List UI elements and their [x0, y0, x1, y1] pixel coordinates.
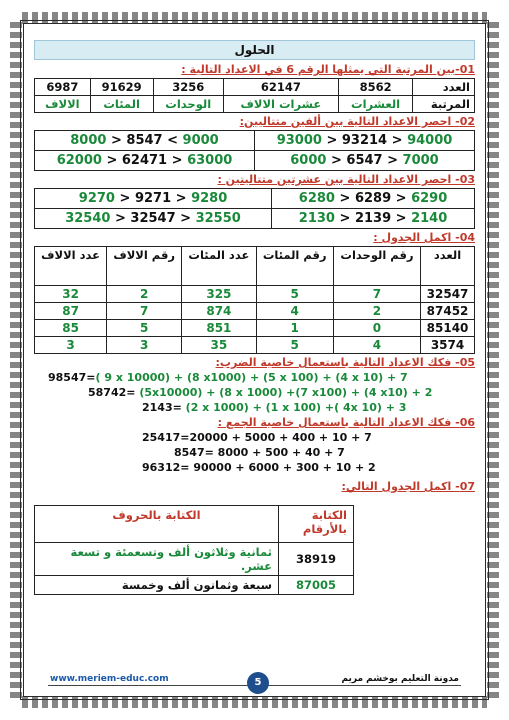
q4-cell: 87	[35, 303, 107, 320]
q1-number: 8562	[338, 79, 412, 96]
q1-number-row	[35, 79, 475, 96]
q4-number: 87452	[421, 303, 475, 320]
equation-lhs: 96312=	[142, 461, 190, 474]
q5-heading: 05- فكك الاعداد التالية باستعمال خاصية الضرب:	[215, 356, 475, 369]
q4-cell: 325	[182, 286, 256, 303]
answer: 8000	[70, 133, 107, 148]
page-number: 5	[247, 672, 269, 694]
q4-header: رقم المئات	[256, 247, 333, 286]
table-row	[35, 286, 475, 303]
q4-cell: 7	[333, 286, 420, 303]
inequality: < 62471 <	[101, 153, 188, 168]
equation-lhs: 58742=	[88, 386, 136, 399]
q4-cell: 2	[107, 286, 182, 303]
q2-heading: 02- احصر الاعداد التالية بين ألفين متتاليين:	[239, 115, 475, 128]
inequality: < 6289 <	[334, 191, 412, 206]
worksheet	[34, 40, 475, 595]
inequality: < 9271 <	[114, 191, 192, 206]
inequality: < 2139 <	[334, 211, 412, 226]
inequality: < 6547 <	[326, 153, 403, 168]
equation-rhs: ( 9 x 10000) + (8 x1000) + (5 x 100) + (4 x 10) + 7	[95, 371, 408, 384]
equation-lhs: 8547=	[174, 446, 214, 459]
equation-rhs: 90000 + 6000 + 300 + 10 + 2	[189, 461, 376, 474]
q1-label-number: العدد	[413, 79, 475, 96]
page-title: الحلول	[34, 40, 475, 60]
q4-cell: 1	[256, 320, 333, 337]
q4-number: 3574	[421, 337, 475, 354]
answer: 32550	[195, 211, 241, 226]
equation-rhs: 8000 + 500 + 40 + 7	[213, 446, 345, 459]
q7-header-row	[35, 506, 354, 543]
q4-cell: 851	[182, 320, 256, 337]
q7-letters: ثمانية وثلاثون ألف وتسعمئة و تسعة عشر.	[35, 543, 279, 576]
q3-table	[34, 188, 475, 229]
q1-heading: 01-بين المرتبة التي يمثلها الرقم 6 في الاعداد التالية :	[181, 63, 475, 76]
q4-cell: 4	[256, 303, 333, 320]
q6-line	[34, 446, 475, 459]
footer-blog-name: مدونة التعليم بوخشم مريم	[341, 674, 459, 684]
q4-cell: 7	[107, 303, 182, 320]
q4-number: 32547	[421, 286, 475, 303]
q7-header-digits: الكتابة بالأرقام	[279, 506, 354, 543]
q7-header-letters: الكتابة بالحروف	[35, 506, 279, 543]
q4-table	[34, 246, 475, 354]
equation-lhs: 98547=	[48, 371, 96, 384]
q2-cell	[255, 151, 475, 171]
q4-cell: 3	[35, 337, 107, 354]
q1-table	[34, 78, 475, 113]
q7-letters: سبعة وثمانون ألف وخمسة	[35, 576, 279, 595]
q2-cell	[35, 151, 255, 171]
inequality: > 8547 <	[106, 133, 183, 148]
q1-number: 3256	[153, 79, 223, 96]
answer: 9270	[78, 191, 115, 206]
q4-heading: 04- اكمل الجدول :	[373, 231, 475, 244]
q3-cell	[272, 209, 475, 229]
equation-lhs: 2143=	[142, 401, 182, 414]
q5-line	[34, 386, 475, 399]
q4-cell: 85	[35, 320, 107, 337]
answer: 6000	[290, 153, 327, 168]
q4-header: رقم الوحدات	[333, 247, 420, 286]
q4-cell: 874	[182, 303, 256, 320]
q4-header: رقم الالاف	[107, 247, 182, 286]
q6-heading: 06- فكك الاعداد التالية باستعمال خاصية الجمع :	[217, 416, 475, 429]
q1-number: 62147	[223, 79, 338, 96]
q1-rank: عشرات الالاف	[223, 96, 338, 113]
q3-row	[35, 189, 475, 209]
q4-cell: 0	[333, 320, 420, 337]
answer: 93000	[276, 133, 322, 148]
q2-table	[34, 130, 475, 171]
answer: 6280	[298, 191, 335, 206]
equation-rhs: (2 x 1000) + (1 x 100) +( 4x 10) + 3	[181, 401, 407, 414]
q6-line	[34, 431, 475, 444]
q4-cell: 5	[107, 320, 182, 337]
q7-heading: 07- اكمل الجدول التالي:	[341, 480, 475, 493]
table-row	[35, 337, 475, 354]
answer: 94000	[407, 133, 453, 148]
equation-rhs: (5x10000) + (8 x 1000) +(7 x100) + (4 x10) + 2	[135, 386, 433, 399]
q3-cell	[35, 189, 272, 209]
q2-row	[35, 151, 475, 171]
answer: 62000	[56, 153, 102, 168]
equation-rhs: 20000 + 5000 + 400 + 10 + 7	[189, 431, 372, 444]
answer: 2130	[298, 211, 335, 226]
q1-rank: الوحدات	[153, 96, 223, 113]
footer-url[interactable]: www.meriem-educ.com	[50, 674, 169, 684]
q6-line	[34, 461, 475, 474]
q5-line	[34, 371, 475, 384]
table-row	[35, 303, 475, 320]
q2-cell	[255, 131, 475, 151]
q1-number: 91629	[90, 79, 153, 96]
answer: 32540	[65, 211, 111, 226]
q3-cell	[35, 209, 272, 229]
inequality: < 93214 <	[321, 133, 408, 148]
answer: 9000	[182, 133, 219, 148]
q3-cell	[272, 189, 475, 209]
inequality: < 32547 <	[110, 211, 196, 226]
q4-cell: 35	[182, 337, 256, 354]
q2-row	[35, 131, 475, 151]
q4-number: 85140	[421, 320, 475, 337]
q5-line	[34, 401, 475, 414]
answer: 6290	[411, 191, 448, 206]
answer: 9280	[191, 191, 228, 206]
q7-table	[34, 505, 354, 595]
q4-cell: 5	[256, 286, 333, 303]
q4-cell: 4	[333, 337, 420, 354]
answer: 2140	[411, 211, 448, 226]
q4-header: العدد	[421, 247, 475, 286]
table-row	[35, 320, 475, 337]
answer: 63000	[187, 153, 233, 168]
answer: 7000	[402, 153, 439, 168]
q4-cell: 32	[35, 286, 107, 303]
table-row	[35, 543, 354, 576]
q7-digits: 38919	[279, 543, 354, 576]
q1-rank: المئات	[90, 96, 153, 113]
q1-rank: الالاف	[35, 96, 91, 113]
q4-cell: 5	[256, 337, 333, 354]
q4-header-row	[35, 247, 475, 286]
q1-rank: العشرات	[338, 96, 412, 113]
q4-header: عدد الالاف	[35, 247, 107, 286]
q3-heading: 03- احصر الاعداد التالية بين عشرتين متتاليتين :	[217, 173, 475, 186]
q3-row	[35, 209, 475, 229]
q4-cell: 3	[107, 337, 182, 354]
q1-number: 6987	[35, 79, 91, 96]
q1-label-rank: المرتبة	[413, 96, 475, 113]
table-row	[35, 576, 354, 595]
q4-header: عدد المئات	[182, 247, 256, 286]
q4-cell: 2	[333, 303, 420, 320]
q7-digits: 87005	[279, 576, 354, 595]
q2-cell	[35, 131, 255, 151]
q1-rank-row	[35, 96, 475, 113]
equation-lhs: 25417=	[142, 431, 190, 444]
